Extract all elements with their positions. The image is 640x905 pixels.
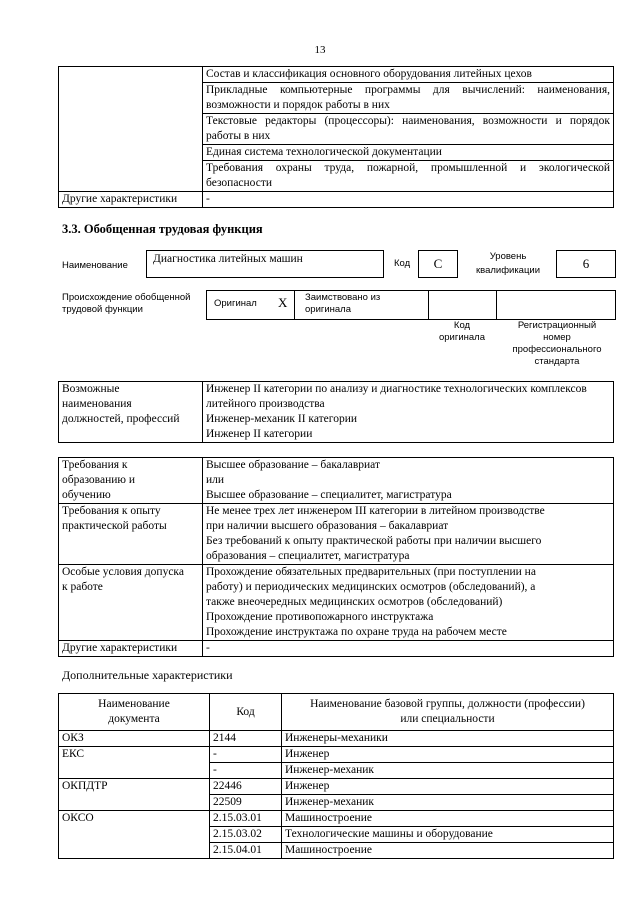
code-cell: 22446 [210, 779, 282, 795]
code-cell: 2.15.04.01 [210, 843, 282, 859]
other-value: - [203, 641, 614, 657]
label-line: практической работы [62, 520, 167, 532]
caption-line: оригинала [438, 332, 485, 343]
value-line: при наличии высшего образования – бакалавриат [206, 520, 449, 532]
origin-label-line: Происхождение обобщенной [62, 292, 191, 303]
education-label [59, 458, 203, 504]
conditions-label [59, 565, 203, 641]
table-row [59, 747, 614, 763]
other-label: Другие характеристики [59, 192, 203, 208]
table-row [59, 779, 614, 795]
level-label [468, 250, 548, 278]
caption-line: Код [453, 320, 471, 331]
name-cell: Инженер [282, 779, 614, 795]
borrowed-label-line: оригинала [305, 304, 352, 315]
label-line: Возможные [62, 383, 120, 395]
header-line: Наименование базовой группы, должности (профессии) [310, 698, 585, 710]
divider [496, 290, 497, 320]
knowledge-table [58, 66, 614, 208]
section-heading: 3.3. Обобщенная трудовая функция [62, 222, 263, 236]
label-line: образованию и [62, 474, 135, 486]
caption-line: профессионального [512, 344, 602, 355]
table-row [59, 458, 614, 504]
page-number: 13 [314, 44, 326, 56]
code-cell: 2.15.03.02 [210, 827, 282, 843]
table-row [59, 731, 614, 747]
value-line: или [206, 474, 225, 486]
header-name [282, 694, 614, 731]
label-line: должностей, профессий [62, 413, 180, 425]
caption-line: номер [543, 332, 571, 343]
positions-value [203, 382, 614, 443]
value-line: Высшее образование – бакалавриат [206, 459, 380, 471]
requirements-table [58, 457, 614, 657]
table-row [59, 67, 614, 83]
doc-cell: ОКСО [59, 811, 210, 859]
experience-value [203, 504, 614, 565]
divider [428, 290, 429, 320]
table-row [59, 811, 614, 827]
level-label-line: Уровень [489, 251, 527, 262]
caption-line: стандарта [534, 356, 580, 367]
additional-title: Дополнительные характеристики [62, 668, 233, 682]
knowledge-item: Требования охраны труда, пожарной, промышленной и экологической безопасности [203, 161, 614, 192]
label-line: к работе [62, 581, 103, 593]
doc-cell: ОКЗ [59, 731, 210, 747]
education-value [203, 458, 614, 504]
code-value: C [418, 250, 458, 278]
original-mark: X [278, 295, 288, 310]
label-line: Требования к опыту [62, 505, 161, 517]
positions-label [59, 382, 203, 443]
name-cell: Инженер-механик [282, 763, 614, 779]
knowledge-item: Прикладные компьютерные программы для вычислений: наименования, возможности и порядок работы в них [203, 83, 614, 114]
other-value: - [203, 192, 614, 208]
level-value: 6 [556, 250, 616, 278]
name-label: Наименование [62, 260, 128, 271]
header-line: Наименование [98, 698, 170, 710]
position-item: Инженер II категории [206, 428, 313, 440]
doc-cell: ОКПДТР [59, 779, 210, 811]
conditions-value [203, 565, 614, 641]
original-label: Оригинал [214, 298, 257, 309]
other-label: Другие характеристики [59, 641, 203, 657]
header-document [59, 694, 210, 731]
value-line: образования – специалитет, магистратура [206, 550, 410, 562]
label-line: Требования к [62, 459, 128, 471]
value-line: также внеочередных медицинских осмотров (обследований) [206, 596, 503, 608]
header-line: документа [108, 713, 160, 725]
code-original-caption [430, 320, 494, 344]
borrowed-label-line: Заимствовано из [305, 292, 381, 303]
table-row [59, 641, 614, 657]
value-line: Высшее образование – специалитет, магистратура [206, 489, 452, 501]
code-cell: - [210, 763, 282, 779]
code-cell: 2.15.03.01 [210, 811, 282, 827]
doc-cell: ЕКС [59, 747, 210, 779]
name-box [146, 250, 384, 278]
value-line: Без требований к опыту практической работы при наличии высшего [206, 535, 542, 547]
caption-line: Регистрационный [517, 320, 597, 331]
positions-table [58, 381, 614, 443]
table-row [59, 504, 614, 565]
level-label-line: квалификации [475, 265, 541, 276]
table-row [59, 382, 614, 443]
table-row [59, 192, 614, 208]
label-line: Особые условия допуска [62, 566, 184, 578]
name-cell: Инженеры-механики [282, 731, 614, 747]
origin-label-line: трудовой функции [62, 304, 143, 315]
label-line: обучению [62, 489, 111, 501]
name-cell: Машиностроение [282, 843, 614, 859]
table-row [59, 565, 614, 641]
additional-table [58, 693, 614, 859]
experience-label [59, 504, 203, 565]
registration-caption [500, 320, 614, 368]
code-cell: - [210, 747, 282, 763]
code-label: Код [394, 258, 411, 269]
value-line: Прохождение обязательных предварительных (при поступлении на [206, 566, 536, 578]
name-value: Диагностика литейных машин [153, 253, 303, 265]
code-cell: 22509 [210, 795, 282, 811]
header-code: Код [210, 694, 282, 731]
name-cell: Технологические машины и оборудование [282, 827, 614, 843]
name-cell: Инженер-механик [282, 795, 614, 811]
position-item: Инженер II категории по анализу и диагностике технологических комплексов литейного производства [206, 383, 587, 410]
label-cell [59, 67, 203, 192]
value-line: Прохождение инструктажа по охране труда на рабочем месте [206, 626, 507, 638]
knowledge-item: Единая система технологической документации [203, 145, 614, 161]
header-line: или специальности [400, 713, 495, 725]
value-line: Прохождение противопожарного инструктажа [206, 611, 434, 623]
knowledge-item: Текстовые редакторы (процессоры): наименования, возможности и порядок работы в них [203, 114, 614, 145]
value-line: работу) и периодических медицинских осмотров (обследований), а [206, 581, 536, 593]
origin-label [62, 292, 190, 316]
name-cell: Машиностроение [282, 811, 614, 827]
table-header-row [59, 694, 614, 731]
divider [294, 290, 295, 320]
name-cell: Инженер [282, 747, 614, 763]
position-item: Инженер-механик II категории [206, 413, 358, 425]
code-cell: 2144 [210, 731, 282, 747]
origin-box [206, 290, 616, 320]
label-line: наименования [62, 398, 132, 410]
knowledge-item: Состав и классификация основного оборудования литейных цехов [203, 67, 614, 83]
value-line: Не менее трех лет инженером III категории в литейном производстве [206, 505, 545, 517]
borrowed-label [305, 292, 380, 316]
